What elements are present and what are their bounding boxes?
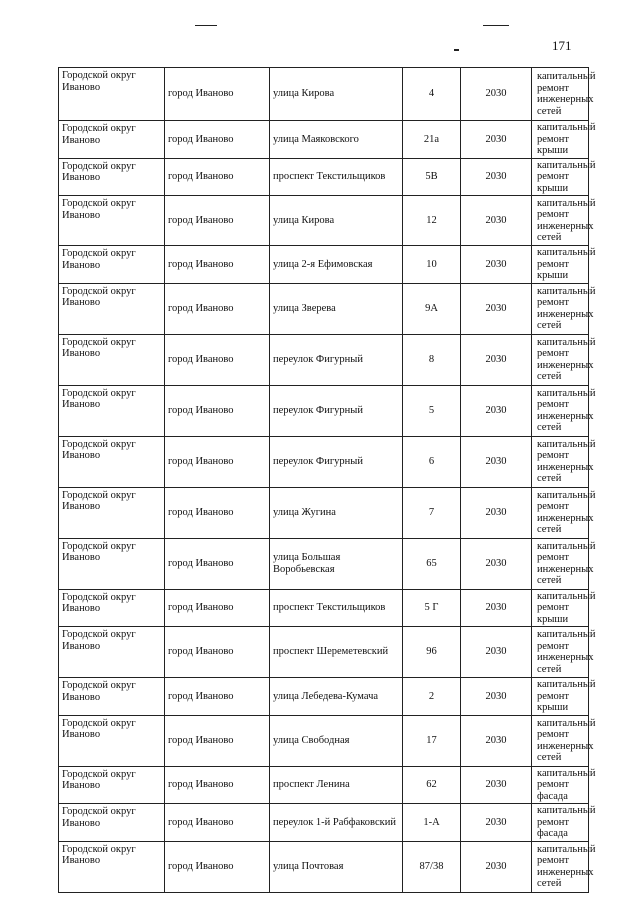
cell-year: 2030 [461,158,532,196]
table-row [59,766,589,804]
table-row [59,627,589,678]
cell-house: 21а [403,121,461,159]
cell-street: улица Большая Воробьевская [270,538,403,589]
cell-city: город Иваново [165,121,270,159]
cell-district: Городской округ Иваново [59,385,165,436]
table-row [59,158,589,196]
cell-house: 8 [403,334,461,385]
cell-city: город Иваново [165,487,270,538]
cell-district: Городской округ Иваново [59,487,165,538]
cell-district: Городской округ Иваново [59,246,165,284]
cell-street: улица Жугина [270,487,403,538]
table-row [59,804,589,842]
cell-house: 62 [403,766,461,804]
cell-city: город Иваново [165,538,270,589]
cell-house: 5В [403,158,461,196]
table-row [59,678,589,716]
cell-district: Городской округ Иваново [59,627,165,678]
cell-street: улица Маяковского [270,121,403,159]
cell-city: город Иваново [165,283,270,334]
cell-district: Городской округ Иваново [59,334,165,385]
cell-city: город Иваново [165,436,270,487]
cell-work: капитальный ремонт крыши [532,158,589,196]
cell-house: 6 [403,436,461,487]
cell-house: 96 [403,627,461,678]
cell-street: проспект Текстильщиков [270,589,403,627]
cell-house: 2 [403,678,461,716]
cell-street: переулок Фигурный [270,436,403,487]
cell-house: 10 [403,246,461,284]
cell-work: капитальный ремонт инженерных сетей [532,196,589,246]
cell-year: 2030 [461,766,532,804]
table-row [59,68,589,121]
cell-district: Городской округ Иваново [59,589,165,627]
cell-work: капитальный ремонт фасада [532,766,589,804]
cell-house: 12 [403,196,461,246]
scan-mark [483,25,509,26]
cell-district: Городской округ Иваново [59,121,165,159]
cell-city: город Иваново [165,334,270,385]
cell-district: Городской округ Иваново [59,766,165,804]
cell-year: 2030 [461,196,532,246]
cell-house: 65 [403,538,461,589]
cell-work: капитальный ремонт инженерных сетей [532,627,589,678]
cell-year: 2030 [461,121,532,159]
scan-mark [454,49,459,51]
cell-city: город Иваново [165,589,270,627]
cell-year: 2030 [461,246,532,284]
cell-year: 2030 [461,68,532,121]
cell-year: 2030 [461,538,532,589]
cell-year: 2030 [461,715,532,766]
cell-work: капитальный ремонт инженерных сетей [532,715,589,766]
table-row [59,841,589,892]
cell-year: 2030 [461,841,532,892]
cell-city: город Иваново [165,627,270,678]
cell-street: переулок 1-й Рабфаковский [270,804,403,842]
cell-year: 2030 [461,589,532,627]
cell-district: Городской округ Иваново [59,158,165,196]
cell-work: капитальный ремонт инженерных сетей [532,283,589,334]
cell-city: город Иваново [165,841,270,892]
cell-city: город Иваново [165,766,270,804]
cell-work: капитальный ремонт инженерных сетей [532,436,589,487]
cell-year: 2030 [461,627,532,678]
cell-work: капитальный ремонт крыши [532,121,589,159]
table-row [59,589,589,627]
cell-district: Городской округ Иваново [59,841,165,892]
cell-street: улица Кирова [270,68,403,121]
cell-city: город Иваново [165,385,270,436]
table-row [59,715,589,766]
cell-house: 87/38 [403,841,461,892]
cell-district: Городской округ Иваново [59,68,165,121]
table-row [59,246,589,284]
cell-city: город Иваново [165,678,270,716]
cell-city: город Иваново [165,715,270,766]
cell-street: улица 2-я Ефимовская [270,246,403,284]
cell-work: капитальный ремонт инженерных сетей [532,538,589,589]
table-row [59,436,589,487]
cell-year: 2030 [461,487,532,538]
cell-work: капитальный ремонт инженерных сетей [532,841,589,892]
table-row [59,121,589,159]
cell-work: капитальный ремонт крыши [532,678,589,716]
cell-house: 5 [403,385,461,436]
cell-house: 4 [403,68,461,121]
cell-district: Городской округ Иваново [59,538,165,589]
cell-work: капитальный ремонт инженерных сетей [532,487,589,538]
cell-district: Городской округ Иваново [59,196,165,246]
page-number: 171 [552,38,572,53]
cell-city: город Иваново [165,158,270,196]
cell-house: 5 Г [403,589,461,627]
cell-work: капитальный ремонт инженерных сетей [532,334,589,385]
cell-work: капитальный ремонт крыши [532,246,589,284]
cell-street: улица Зверева [270,283,403,334]
cell-city: город Иваново [165,196,270,246]
cell-district: Городской округ Иваново [59,678,165,716]
cell-street: улица Свободная [270,715,403,766]
scan-mark [195,25,217,26]
cell-work: капитальный ремонт крыши [532,589,589,627]
cell-work: капитальный ремонт инженерных сетей [532,68,589,121]
cell-street: переулок Фигурный [270,385,403,436]
cell-street: улица Кирова [270,196,403,246]
cell-year: 2030 [461,678,532,716]
cell-city: город Иваново [165,68,270,121]
table-row [59,538,589,589]
cell-year: 2030 [461,283,532,334]
cell-street: проспект Ленина [270,766,403,804]
cell-house: 17 [403,715,461,766]
repair-schedule-table [58,67,596,893]
cell-district: Городской округ Иваново [59,436,165,487]
cell-city: город Иваново [165,804,270,842]
cell-house: 9А [403,283,461,334]
cell-work: капитальный ремонт инженерных сетей [532,385,589,436]
cell-year: 2030 [461,334,532,385]
cell-street: переулок Фигурный [270,334,403,385]
cell-house: 7 [403,487,461,538]
cell-district: Городской округ Иваново [59,283,165,334]
cell-year: 2030 [461,385,532,436]
cell-district: Городской округ Иваново [59,804,165,842]
cell-work: капитальный ремонт фасада [532,804,589,842]
cell-district: Городской округ Иваново [59,715,165,766]
cell-street: проспект Текстильщиков [270,158,403,196]
cell-year: 2030 [461,436,532,487]
cell-city: город Иваново [165,246,270,284]
cell-street: улица Лебедева-Кумача [270,678,403,716]
cell-street: проспект Шереметевский [270,627,403,678]
cell-street: улица Почтовая [270,841,403,892]
cell-year: 2030 [461,804,532,842]
table-row [59,385,589,436]
table-row [59,196,589,246]
table-row [59,283,589,334]
table-row [59,487,589,538]
table-row [59,334,589,385]
cell-house: 1-А [403,804,461,842]
